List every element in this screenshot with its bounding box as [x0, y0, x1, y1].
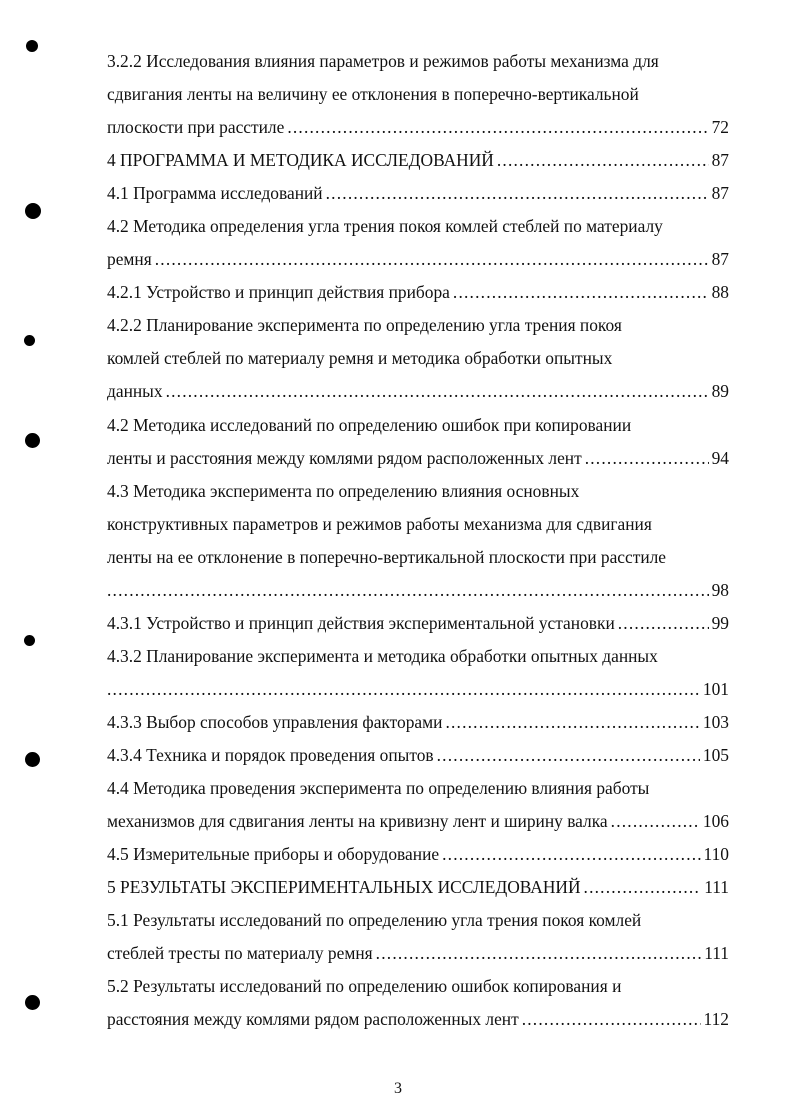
- punch-hole: [25, 433, 40, 448]
- toc-page-number: 94: [711, 447, 729, 468]
- toc-page-number: 87: [711, 183, 729, 204]
- dot-leader: [442, 838, 700, 871]
- toc-entry-leader-line: [107, 375, 729, 408]
- dot-leader: [445, 706, 699, 739]
- toc-entry-line: 4.2 Методика определения угла трения покоя комлей стеблей по материалу: [107, 216, 663, 237]
- toc-entry-line: 4.3.2 Планирование эксперимента и методика обработки опытных данных: [107, 645, 658, 666]
- toc-entry-line: 5.1 Результаты исследований по определению угла трения покоя комлей: [107, 910, 642, 931]
- toc-entry-leader-line: [107, 177, 729, 210]
- toc-entry-line: ленты на ее отклонение в поперечно-вертикальной плоскости при расстиле: [107, 546, 667, 567]
- toc-entry-title: плоскости при расстиле: [107, 117, 285, 138]
- toc-entry-leader-line: [107, 574, 729, 607]
- dot-leader: [155, 243, 709, 276]
- dot-leader: [107, 673, 700, 706]
- toc-page-number: 110: [703, 844, 729, 865]
- toc-entry-title: 4.5 Измерительные приборы и оборудование: [107, 844, 440, 865]
- toc-entry-leader-line: [107, 673, 729, 706]
- toc-page-number: 111: [704, 877, 729, 898]
- toc-entry-leader-line: [107, 243, 729, 276]
- toc-entry-leader-line: [107, 442, 729, 475]
- toc-page-number: 87: [711, 249, 729, 270]
- toc-entry-title: механизмов для сдвигания ленты на кривизну лент и ширину валка: [107, 811, 608, 832]
- toc-page-number: 106: [702, 811, 729, 832]
- punch-hole: [25, 995, 40, 1010]
- toc-page-number: 101: [702, 678, 729, 699]
- toc-entry-title: 4.3.1 Устройство и принцип действия экспериментальной установки: [107, 612, 615, 633]
- toc-page-number: 98: [711, 579, 729, 600]
- toc-page-number: 111: [704, 943, 729, 964]
- toc-page-number: 103: [702, 711, 729, 732]
- dot-leader: [497, 144, 709, 177]
- toc-entry-line: 4.4 Методика проведения эксперимента по определению влияния работы: [107, 778, 650, 799]
- toc-entry-line: 3.2.2 Исследования влияния параметров и режимов работы механизма для: [107, 51, 659, 71]
- toc-entry-line: комлей стеблей по материалу ремня и методика обработки опытных: [107, 348, 613, 369]
- toc-entry-title: 5 РЕЗУЛЬТАТЫ ЭКСПЕРИМЕНТАЛЬНЫХ ИССЛЕДОВАНИЙ: [107, 877, 581, 898]
- toc-entry-title: 4.3.3 Выбор способов управления факторами: [107, 711, 443, 732]
- toc-entry-leader-line: [107, 111, 729, 144]
- toc-page-number: 99: [711, 612, 729, 633]
- toc-page-number: 72: [711, 117, 729, 138]
- toc-entry-leader-line: [107, 1003, 729, 1036]
- toc-entry-leader-line: [107, 607, 729, 640]
- dot-leader: [326, 177, 709, 210]
- toc-entry-title: 4.3.4 Техника и порядок проведения опытов: [107, 744, 434, 765]
- toc-entry-leader-line: [107, 838, 729, 871]
- toc-entry-line: конструктивных параметров и режимов работы механизма для сдвигания: [107, 513, 652, 534]
- punch-hole: [24, 635, 35, 646]
- toc-page-number: 112: [703, 1009, 729, 1030]
- toc-entry-leader-line: [107, 706, 729, 739]
- toc-entry-title: 4.2.1 Устройство и принцип действия прибора: [107, 282, 450, 303]
- dot-leader: [585, 442, 709, 475]
- dot-leader: [584, 871, 702, 904]
- toc-entry-line: 5.2 Результаты исследований по определению ошибок копирования и: [107, 976, 622, 997]
- toc-entry-title: 4.1 Программа исследований: [107, 183, 323, 204]
- toc-entry-title: данных: [107, 381, 163, 402]
- toc-entry-line: 4.2 Методика исследований по определению ошибок при копировании: [107, 414, 632, 435]
- toc-page-number: 87: [711, 150, 729, 171]
- dot-leader: [522, 1003, 701, 1036]
- toc-entry-line: сдвигания ленты на величину ее отклонения в поперечно-вертикальной: [107, 84, 639, 105]
- toc-entry-title: расстояния между комлями рядом расположенных лент: [107, 1009, 519, 1030]
- punch-hole: [25, 752, 40, 767]
- toc-page-number: 105: [702, 744, 729, 765]
- toc-entry-title: 4 ПРОГРАММА И МЕТОДИКА ИССЛЕДОВАНИЙ: [107, 150, 494, 171]
- toc-entry-leader-line: [107, 937, 729, 970]
- dot-leader: [437, 739, 700, 772]
- toc-entry-title: ремня: [107, 249, 152, 270]
- dot-leader: [611, 805, 700, 838]
- table-of-contents: [107, 45, 729, 1036]
- dot-leader: [376, 937, 702, 970]
- punch-hole: [26, 40, 38, 52]
- dot-leader: [453, 276, 709, 309]
- dot-leader: [166, 375, 709, 408]
- toc-entry-leader-line: [107, 739, 729, 772]
- toc-entry-title: стеблей тресты по материалу ремня: [107, 943, 373, 964]
- toc-entry-title: ленты и расстояния между комлями рядом расположенных лент: [107, 447, 582, 468]
- punch-hole: [24, 335, 35, 346]
- toc-entry-leader-line: [107, 805, 729, 838]
- toc-page-number: 88: [711, 282, 729, 303]
- toc-entry-leader-line: [107, 276, 729, 309]
- toc-entry-leader-line: [107, 144, 729, 177]
- toc-entry-line: 4.2.2 Планирование эксперимента по определению угла трения покоя: [107, 315, 622, 336]
- toc-page-number: 89: [711, 381, 729, 402]
- toc-entry-line: 4.3 Методика эксперимента по определению влияния основных: [107, 480, 580, 501]
- dot-leader: [287, 111, 708, 144]
- dot-leader: [107, 574, 709, 607]
- punch-hole: [25, 203, 41, 219]
- page-number: 3: [394, 1080, 402, 1097]
- dot-leader: [618, 607, 709, 640]
- toc-entry-leader-line: [107, 871, 729, 904]
